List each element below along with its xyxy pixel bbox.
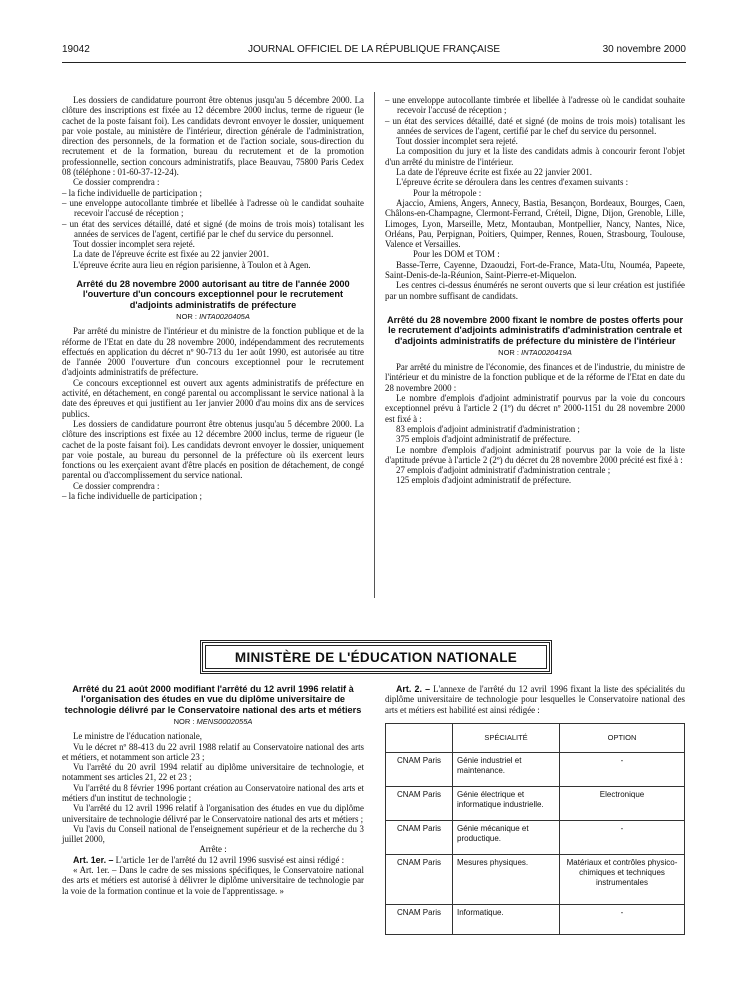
table-cell: Electronique: [560, 786, 685, 820]
paragraph: Ce dossier comprendra :: [73, 177, 160, 188]
article: [62, 855, 364, 865]
issue-date: 30 novembre 2000: [602, 44, 686, 55]
article-label: Art. 2. –: [396, 684, 431, 694]
nor-label: NOR :: [176, 312, 200, 322]
paragraph: Le nombre d'emplois d'adjoint administratif pourvus par la voie de la liste d'aptitude prévue à l'article 2 (2º) du décret du 28 novembre 2000 précité est fixé à :: [385, 444, 685, 465]
nor-code: INTA0020419A: [521, 348, 572, 358]
article-label: Art. 1er. –: [73, 854, 114, 865]
paragraph: Les dossiers de candidature pourront être obtenus jusqu'au 5 décembre 2000. La clôture des inscriptions est fixée au 12 décembre 2000 inclus, terme de rigueur (le cachet de la poste faisant foi). Les candidats devront envoyer le dossier, uniquement par voie postale, au ministère de l'intérieur, direction générale de l'administration, direction des personnels, de la formation et de l'action sociale, sous-direction du recrutement et de la formation, bureau du recrutement et de la promotion professionnelle, section concours administratifs, place Beauvau, 75800 Paris Cedex 08 (téléphone : 01-60-37-12-24).: [62, 95, 364, 178]
article-text: L'article 1er de l'arrêté du 12 avril 1996 susvisé est ainsi rédigé :: [113, 854, 345, 865]
nor-reference: [385, 348, 685, 358]
paragraph: Vu l'arrêté du 12 avril 1996 relatif à l'organisation des études en vue du diplôme universitaire de technologie délivré par le Conservatoire national des arts et métiers ;: [62, 803, 364, 824]
ministry-banner: [200, 640, 552, 674]
table-cell: Génie industriel et maintenance.: [453, 752, 560, 786]
table-cell: Génie mécanique et productique.: [453, 820, 560, 854]
table-header-row: [386, 723, 685, 752]
article: [385, 684, 685, 715]
table-cell: -: [560, 820, 685, 854]
nor-label: NOR :: [173, 717, 197, 727]
paragraph: Par arrêté du ministre de l'intérieur et du ministre de la fonction publique et de la réforme de l'Etat en date du 28 novembre 2000, indépendamment des recrutements effectués en application du décret nº 90-713 du 1er août 1990, est autorisée au titre de l'année 2000 l'ouverture d'un concours exceptionnel pour le recrutement d'adjoints administratifs de préfecture.: [62, 326, 364, 378]
bottom-left-column: [62, 684, 364, 896]
paragraph: Les dossiers de candidature pourront être obtenus jusqu'au 5 décembre 2000. La clôture des inscriptions est fixée au 12 décembre 2000 inclus, terme de rigueur (le cachet de la poste faisant foi). Les candidats devront envoyer le dossier, uniquement par voie postale, au bureau du personnel de la préfecture où ils exercent leurs fonctions ou les exerçaient avant d'être placés en position de détachement, de congé parental ou d'accomplissement du service national.: [62, 418, 364, 481]
table-cell: Mesures physiques.: [453, 854, 560, 904]
paragraph: Vu le décret nº 88-413 du 22 avril 1988 relatif au Conservatoire national des arts et métiers, et notamment son article 23 ;: [62, 741, 364, 762]
paragraph: Pour la métropole :: [413, 187, 482, 198]
paragraph: Tout dossier incomplet sera rejeté.: [73, 239, 195, 250]
table-row: [386, 904, 685, 934]
paragraph: Arrête :: [199, 844, 227, 855]
table-header-cell: OPTION: [560, 723, 685, 752]
table-row: [386, 752, 685, 786]
table-header-cell: [386, 723, 453, 752]
list-item: – un état des services détaillé, daté et signé (de moins de trois mois) totalisant les années de services de l'agent, certifié par le chef du service du personnel.: [385, 115, 685, 136]
paragraph: L'épreuve écrite aura lieu en région parisienne, à Toulon et à Agen.: [73, 259, 311, 270]
article-text: L'annexe de l'arrêté du 12 avril 1996 fixant la liste des spécialités du diplôme universitaire de technologie pour lesquelles le Conservatoire national des arts et métiers est habilité est ainsi rédigée :: [385, 684, 685, 715]
nor-code: MENS0002055A: [196, 717, 253, 727]
paragraph: Pour les DOM et TOM :: [413, 249, 500, 260]
table-cell: CNAM Paris: [386, 752, 453, 786]
table-row: [386, 854, 685, 904]
nor-reference: [62, 312, 364, 322]
nor-code: INTA0020405A: [199, 312, 250, 322]
paragraph: 27 emplois d'adjoint administratif d'administration centrale ;: [396, 465, 611, 476]
specialties-table: [385, 723, 685, 935]
list-item: – la fiche individuelle de participation ;: [62, 187, 202, 198]
paragraph: Basse-Terre, Cayenne, Dzaoudzi, Fort-de-France, Mata-Utu, Nouméa, Papeete, Saint-Denis-de-la-Réunion, Saint-Pierre-et-Miquelon.: [385, 259, 685, 281]
nor-label: NOR :: [498, 348, 522, 358]
column-divider: [374, 92, 375, 598]
paragraph: Le nombre d'emplois d'adjoint administratif pourvus par la voie du concours exceptionnel prévu à l'article 2 (1º) du décret nº 2000-1151 du 28 novembre 2000 est fixé à :: [385, 393, 685, 424]
table-cell: -: [560, 904, 685, 934]
table-header-cell: SPÉCIALITÉ: [453, 723, 560, 752]
paragraph: Tout dossier incomplet sera rejeté.: [396, 136, 518, 147]
list-item: – la fiche individuelle de participation ;: [62, 491, 202, 502]
decree-title: Arrêté du 28 novembre 2000 fixant le nombre de postes offerts pour le recrutement d'adjoints administratifs d'administration centrale et d'adjoints administratifs de préfecture du ministère de l'intérieur: [386, 314, 684, 346]
list-item: – un état des services détaillé, daté et signé (de moins de trois mois) totalisant les années de services de l'agent, certifié par le chef du service du personnel.: [62, 218, 364, 239]
table-row: [386, 786, 685, 820]
paragraph: Vu l'arrêté du 8 février 1996 portant création au Conservatoire national des arts et métiers d'un institut de technologie ;: [62, 782, 364, 803]
table-cell: Génie électrique et informatique industrielle.: [453, 786, 560, 820]
paragraph: Les centres ci-dessus énumérés ne seront ouverts que si leur création est justifiée par un nombre suffisant de candidats.: [385, 280, 685, 301]
table-cell: Matériaux et contrôles physico-chimiques et techniques instrumentales: [560, 854, 685, 904]
table-row: [386, 820, 685, 854]
paragraph: Ce concours exceptionnel est ouvert aux agents administratifs de préfecture en activité, en détachement, en congé parental ou accomplissant le service national à la date des épreuves et qui justifient au 1er janvier 2000 d'au moins dix ans de services publics.: [62, 377, 364, 419]
paragraph: 83 emplois d'adjoint administratif d'administration ;: [396, 423, 580, 434]
table-cell: CNAM Paris: [386, 854, 453, 904]
paragraph: Vu l'avis du Conseil national de l'enseignement supérieur et de la recherche du 3 juillet 2000,: [62, 823, 364, 845]
bottom-right-column: [385, 684, 685, 935]
table-cell: Informatique.: [453, 904, 560, 934]
table-cell: CNAM Paris: [386, 820, 453, 854]
journal-title: JOURNAL OFFICIEL DE LA RÉPUBLIQUE FRANÇAISE: [247, 44, 501, 55]
header-rule: [62, 62, 686, 63]
list-item: – une enveloppe autocollante timbrée et libellée à l'adresse où le candidat souhaite recevoir l'accusé de réception ;: [62, 197, 364, 219]
list-item: – une enveloppe autocollante timbrée et libellée à l'adresse où le candidat souhaite recevoir l'accusé de réception ;: [385, 95, 685, 116]
paragraph: La date de l'épreuve écrite est fixée au 22 janvier 2001.: [396, 167, 593, 178]
table-cell: CNAM Paris: [386, 904, 453, 934]
paragraph: Vu l'arrêté du 20 avril 1994 relatif au diplôme universitaire de technologie, et notamment ses articles 21, 22 et 23 ;: [62, 762, 364, 783]
left-column: [62, 95, 364, 501]
table-cell: -: [560, 752, 685, 786]
paragraph: Le ministre de l'éducation nationale,: [73, 731, 203, 742]
page-number: 19042: [62, 44, 90, 55]
paragraph: L'épreuve écrite se déroulera dans les centres d'examen suivants :: [396, 177, 629, 188]
paragraph: 375 emplois d'adjoint administratif de préfecture.: [396, 434, 572, 445]
decree-title: Arrêté du 21 août 2000 modifiant l'arrêté du 12 avril 1996 relatif à l'organisation des études en vue du diplôme universitaire de technologie délivré par le Conservatoire national des arts et métiers: [64, 684, 362, 715]
decree-title: Arrêté du 28 novembre 2000 autorisant au titre de l'année 2000 l'ouverture d'un concours exceptionnel pour le recrutement d'adjoints administratifs de préfecture: [76, 279, 350, 310]
right-column: [385, 95, 685, 486]
paragraph: Ajaccio, Amiens, Angers, Annecy, Bastia, Besançon, Bordeaux, Bourges, Caen, Châlons-en-Champagne, Clermont-Ferrand, Créteil, Digne, Dijon, Grenoble, Lille, Limoges, Lyon, Marseille, Metz, Montauban, Montpellier, Nancy, Nantes, Nice, Orléans, Pau, Perpignan, Poitiers, Quimper, Rennes, Rouen, Strasbourg, Toulouse, Valence et Versailles.: [385, 197, 685, 250]
paragraph: Ce dossier comprendra :: [73, 480, 160, 491]
nor-reference: [62, 717, 364, 727]
ministry-title: MINISTÈRE DE L'ÉDUCATION NATIONALE: [234, 649, 518, 665]
paragraph: Par arrêté du ministre de l'économie, des finances et de l'industrie, du ministre de l'intérieur et du ministre de la fonction publique et de la réforme de l'Etat en date du 28 novembre 2000 :: [385, 362, 685, 393]
paragraph: La date de l'épreuve écrite est fixée au 22 janvier 2001.: [73, 249, 270, 260]
table-cell: CNAM Paris: [386, 786, 453, 820]
paragraph: La composition du jury et la liste des candidats admis à concourir feront l'objet d'un arrêté du ministre de l'intérieur.: [385, 146, 685, 167]
paragraph: « Art. 1er. – Dans le cadre de ses missions spécifiques, le Conservatoire national des arts et métiers est autorisé à délivrer le diplôme universitaire de technologie par la voie de la formation continue et la voie de l'apprentissage. »: [62, 865, 364, 896]
paragraph: 125 emplois d'adjoint administratif de préfecture.: [396, 475, 572, 486]
